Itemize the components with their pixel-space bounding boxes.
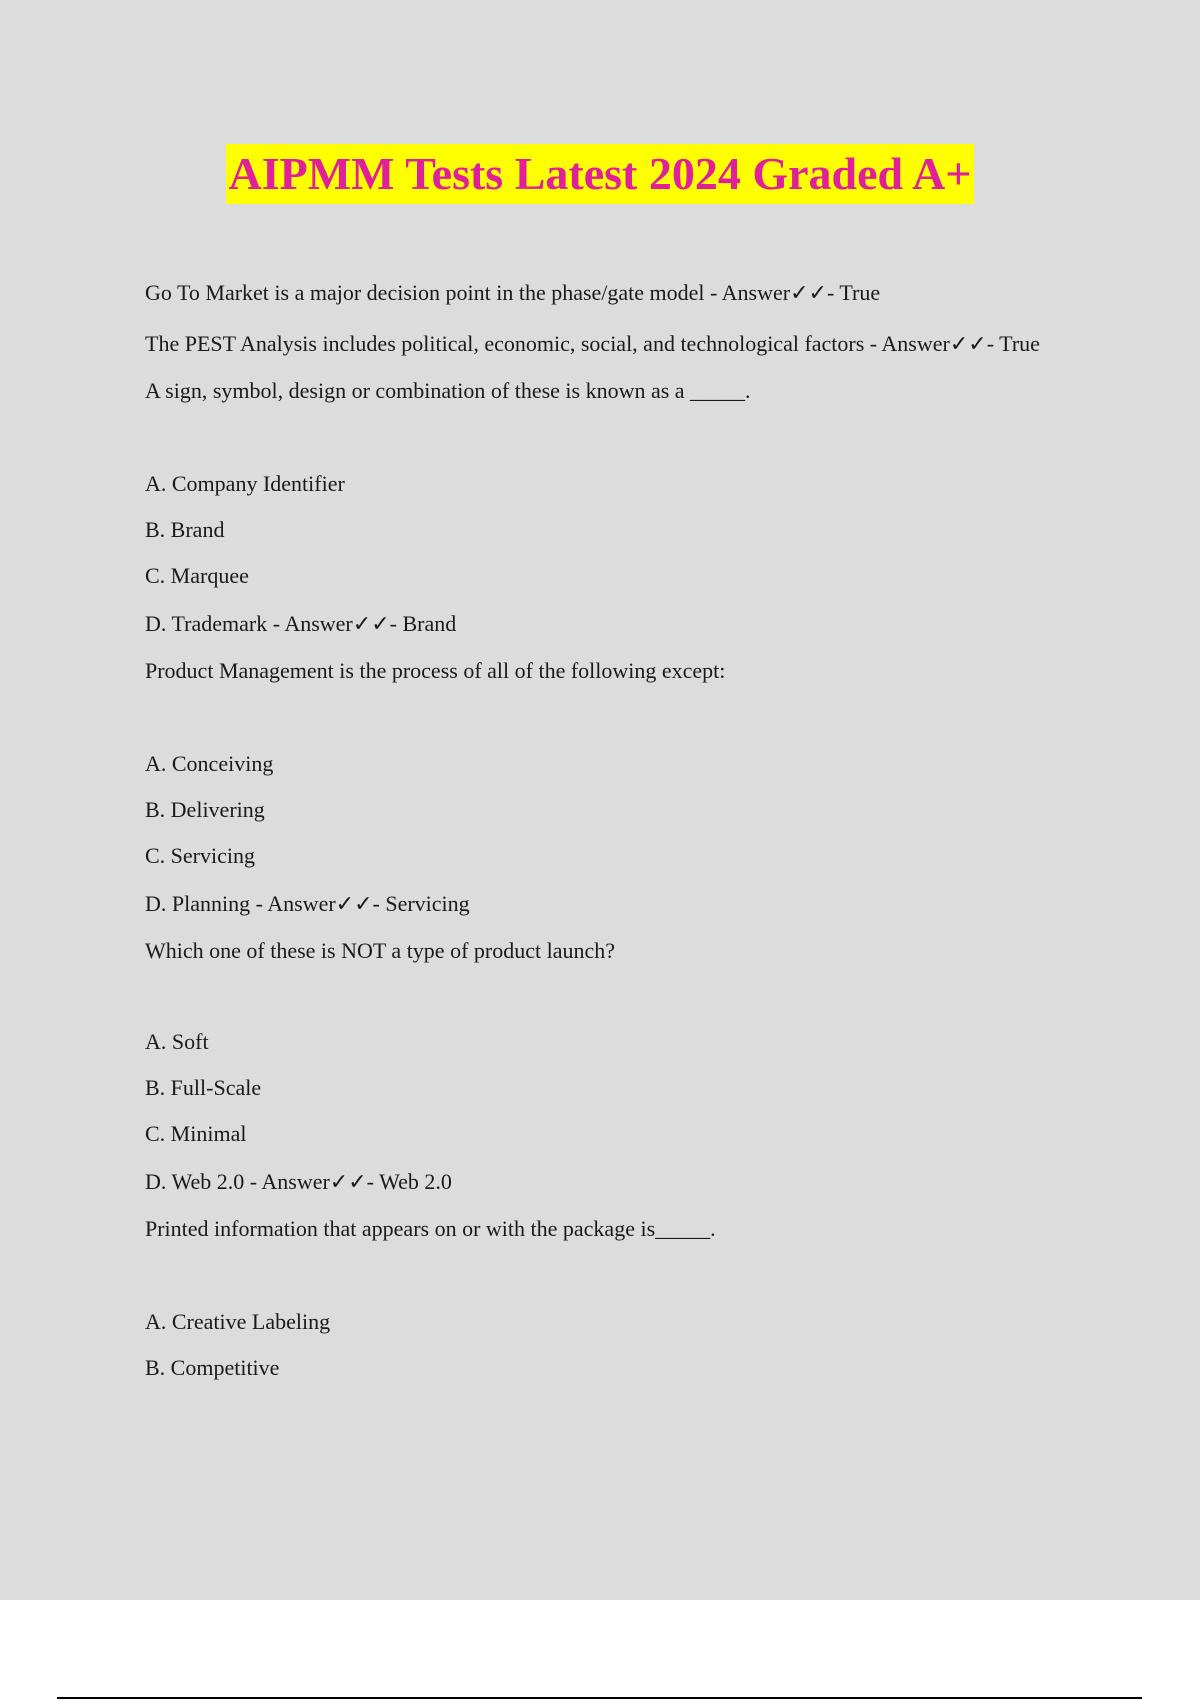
option-item: B. Brand xyxy=(145,517,225,542)
option-item: D. Planning - xyxy=(145,891,268,916)
option-item: A. Conceiving xyxy=(145,751,274,776)
option-item: B. Full-Scale xyxy=(145,1075,262,1100)
qa-line xyxy=(145,278,1090,308)
option-item: A. Soft xyxy=(145,1029,209,1054)
answer-text: - True xyxy=(986,331,1040,356)
option-item: C. Minimal xyxy=(145,1121,247,1146)
option-item: C. Servicing xyxy=(145,843,255,868)
answer-text: - Web 2.0 xyxy=(366,1169,452,1194)
option-item: B. Competitive xyxy=(145,1355,280,1380)
answer-marker: Answer✓✓ xyxy=(261,1169,367,1194)
answer-marker: Answer✓✓ xyxy=(267,891,373,916)
answer-marker: Answer✓✓ xyxy=(881,331,987,356)
title-container xyxy=(0,144,1200,204)
document-body xyxy=(145,278,1090,1383)
option-item: A. Company Identifier xyxy=(145,471,345,496)
question-text: The PEST Analysis includes political, economic, social, and technological factors - xyxy=(145,331,882,356)
answer-text: - True xyxy=(826,280,881,305)
answer-marker: Answer✓✓ xyxy=(721,280,827,305)
question-text: Go To Market is a major decision point in the phase/gate model - xyxy=(145,280,722,305)
qa-line xyxy=(145,1167,1090,1197)
option-item: D. Trademark - xyxy=(145,611,285,636)
answer-marker: Answer✓✓ xyxy=(284,611,390,636)
document-title: AIPMM Tests Latest 2024 Graded A+ xyxy=(226,144,973,204)
qa-line xyxy=(145,889,1090,919)
question-text: Product Management is the process of all of the following except: xyxy=(145,658,726,683)
option-item: B. Delivering xyxy=(145,797,265,822)
footer-divider xyxy=(57,1697,1142,1699)
answer-text: - Brand xyxy=(389,611,457,636)
option-item: A. Creative Labeling xyxy=(145,1309,331,1334)
qa-line xyxy=(145,609,1090,639)
qa-line xyxy=(145,329,1090,359)
answer-text: - Servicing xyxy=(372,891,470,916)
question-text: A sign, symbol, design or combination of these is known as a _____. xyxy=(145,378,751,403)
option-item: D. Web 2.0 - xyxy=(145,1169,262,1194)
option-item: C. Marquee xyxy=(145,563,249,588)
question-text: Which one of these is NOT a type of product launch? xyxy=(145,938,616,963)
question-text: Printed information that appears on or with the package is_____. xyxy=(145,1216,716,1241)
